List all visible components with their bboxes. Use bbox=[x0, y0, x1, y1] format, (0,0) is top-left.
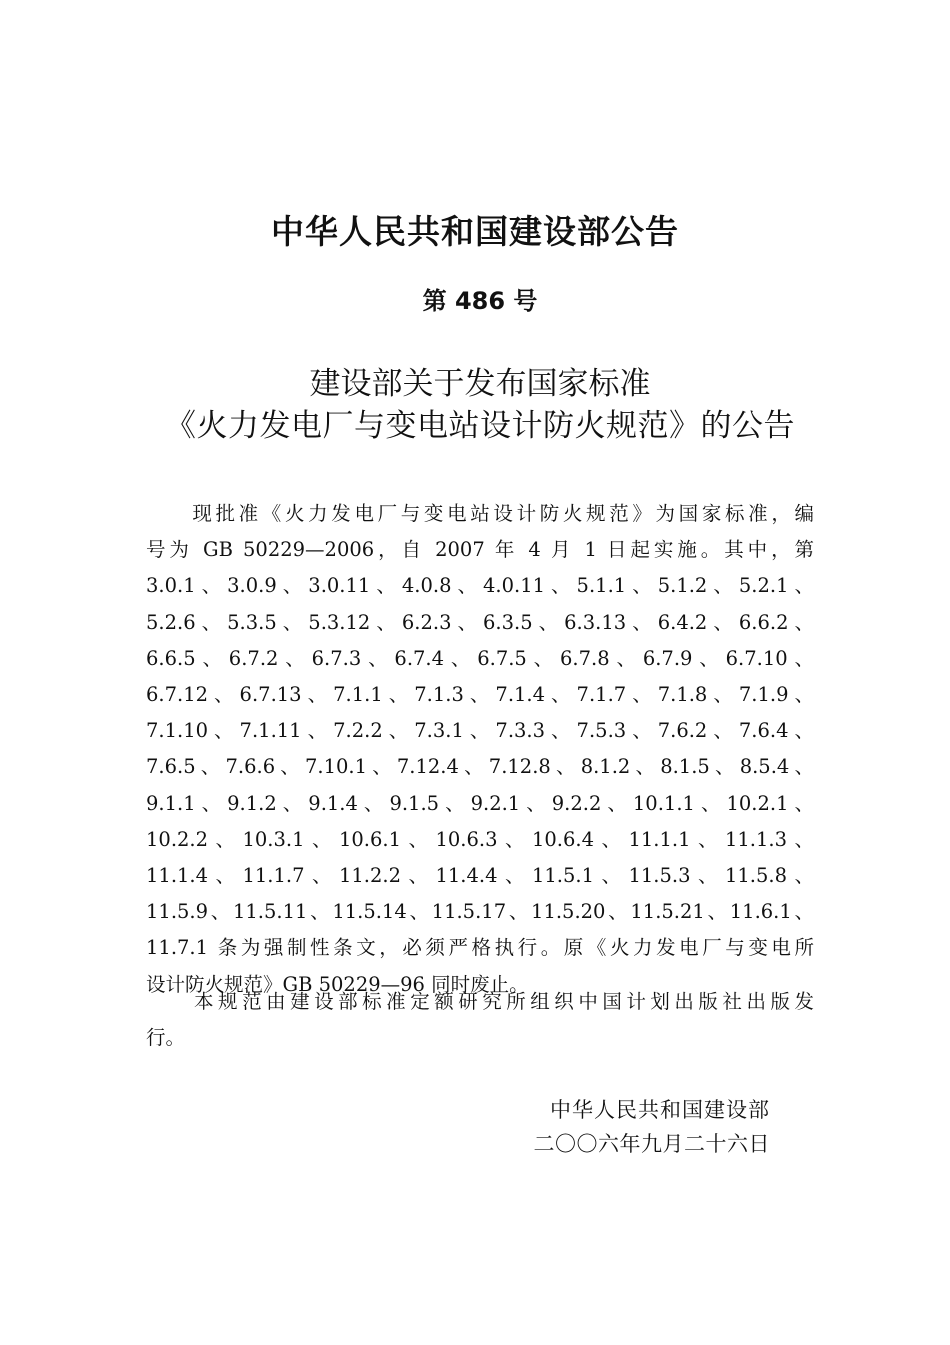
body-line: 6.6.5、6.7.2、6.7.3、6.7.4、6.7.5、6.7.8、6.7.9、6.7.10、 bbox=[146, 646, 814, 670]
announcement-subtitle-line1: 建设部关于发布国家标准 bbox=[309, 366, 651, 402]
issue-date: 二〇〇六年九月二十六日 bbox=[533, 1132, 770, 1156]
announcement-subtitle-line2: 《火力发电厂与变电站设计防火规范》的公告 bbox=[165, 408, 795, 444]
body-line: 11.5.9、11.5.11、11.5.14、11.5.17、11.5.20、11.5.21、11.6.1、 bbox=[146, 900, 814, 924]
body-line: 现批准《火力发电厂与变电站设计防火规范》为国家标准，编 bbox=[146, 502, 814, 525]
body-paragraph-1 bbox=[146, 496, 814, 1003]
body-line: 6.7.12、6.7.13、7.1.1、7.1.3、7.1.4、7.1.7、7.1.8、7.1.9、 bbox=[146, 683, 814, 707]
body-line: 设计防火规范》GB 50229—96 同时废止。 bbox=[146, 972, 529, 996]
body-line: 7.1.10、7.1.11、7.2.2、7.3.1、7.3.3、7.5.3、7.6.2、7.6.4、 bbox=[146, 719, 814, 743]
body-line: 本规范由建设部标准定额研究所组织中国计划出版社出版发 bbox=[146, 990, 814, 1013]
body-line: 7.6.5、7.6.6、7.10.1、7.12.4、7.12.8、8.1.2、8.1.5、8.5.4、 bbox=[146, 755, 814, 779]
announcement-title: 中华人民共和国建设部公告 bbox=[271, 212, 679, 251]
body-line: 10.2.2、10.3.1、10.6.1、10.6.3、10.6.4、11.1.1、11.1.3、 bbox=[146, 827, 814, 851]
body-line: 3.0.1、3.0.9、3.0.11、4.0.8、4.0.11、5.1.1、5.1.2、5.2.1、 bbox=[146, 574, 814, 598]
body-line: 5.2.6、5.3.5、5.3.12、6.2.3、6.3.5、6.3.13、6.4.2、6.6.2、 bbox=[146, 610, 814, 634]
announcement-number: 第 486 号 bbox=[422, 287, 538, 315]
body-line: 行。 bbox=[146, 1026, 186, 1050]
body-line: 9.1.1、9.1.2、9.1.4、9.1.5、9.2.1、9.2.2、10.1.1、10.2.1、 bbox=[146, 791, 814, 815]
body-line: 11.1.4、11.1.7、11.2.2、11.4.4、11.5.1、11.5.3、11.5.8、 bbox=[146, 864, 814, 888]
issuer-signature: 中华人民共和国建设部 bbox=[550, 1098, 770, 1122]
body-line: 11.7.1 条为强制性条文，必须严格执行。原《火力发电厂与变电所 bbox=[146, 936, 814, 960]
body-paragraph-2 bbox=[146, 984, 814, 1056]
body-line: 号为 GB 50229—2006，自 2007 年 4 月 1 日起实施。其中，第 bbox=[146, 538, 814, 562]
